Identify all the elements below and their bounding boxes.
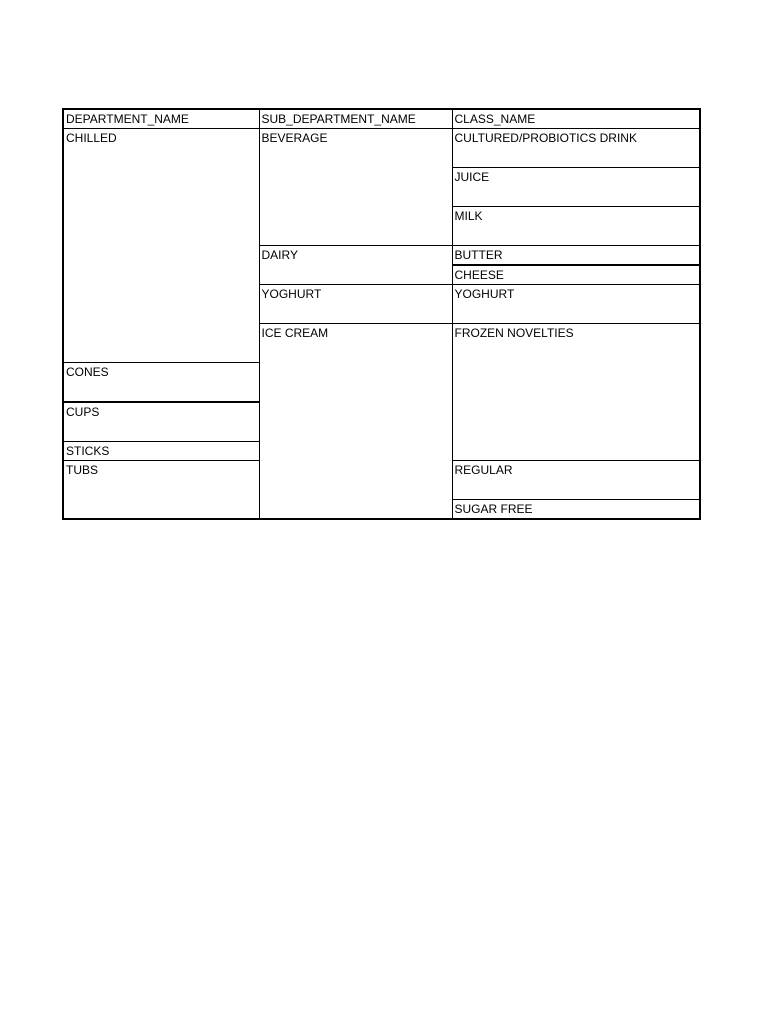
class-cell: JUICE [452,168,700,207]
header-department-name: DEPARTMENT_NAME [63,109,259,129]
sub-department-cell-tubs: TUBS [63,461,259,520]
department-cell-chilled: CHILLED [63,129,259,363]
class-cell: REGULAR [452,461,700,500]
department-class-table [62,108,701,520]
class-cell: BUTTER [452,246,700,266]
header-class-name: CLASS_NAME [452,109,700,129]
class-cell: CUPS [63,402,259,442]
class-cell: CHEESE [452,265,700,285]
sub-department-cell-beverage: BEVERAGE [259,129,452,246]
class-cell: STICKS [63,442,259,461]
header-sub-department-name: SUB_DEPARTMENT_NAME [259,109,452,129]
header-row [63,109,700,129]
class-cell: CULTURED/PROBIOTICS DRINK [452,129,700,168]
class-cell: SUGAR FREE [452,500,700,520]
table-row [63,129,700,168]
department-cell-ice-cream: ICE CREAM [259,324,452,520]
sub-department-cell-dairy: DAIRY [259,246,452,285]
sub-department-cell-frozen-novelties: FROZEN NOVELTIES [452,324,700,461]
class-cell: YOGHURT [452,285,700,324]
class-cell: CONES [63,363,259,403]
class-cell: MILK [452,207,700,246]
spreadsheet-table-container [62,108,699,520]
sub-department-cell-yoghurt: YOGHURT [259,285,452,324]
